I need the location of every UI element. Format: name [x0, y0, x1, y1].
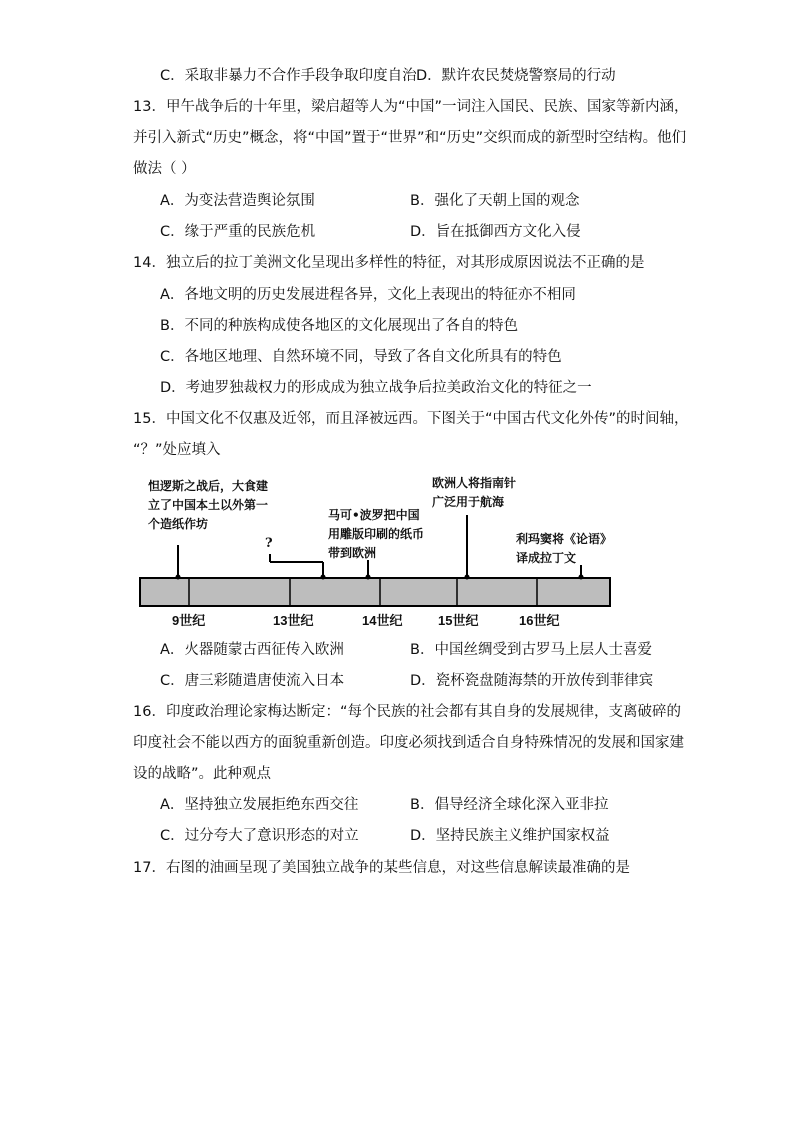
q13-stem-line3: 做法（ ） [133, 161, 196, 177]
event1-line3: 个造纸作坊 [148, 517, 209, 531]
q12-option-d: D．默许农民焚烧警察局的行动 [416, 68, 616, 84]
q16-stem-line2: 印度社会不能以西方的面貌重新创造。印度必须找到适合自身特殊情况的发展和国家建 [133, 735, 684, 751]
event3-line2: 广泛用于航海 [432, 495, 505, 509]
event1-line2: 立了中国本土以外第一 [148, 498, 269, 512]
timeline-svg [0, 470, 794, 630]
q15-option-a: A．火器随蒙古西征传入欧洲 [160, 642, 344, 658]
event3-dot [465, 575, 470, 580]
event2-line3: 带到欧洲 [328, 546, 377, 560]
q14-option-b: B．不同的种族构成使各地区的文化展现出了各自的特色 [160, 318, 518, 334]
q15-option-d: D．瓷杯瓷盘随海禁的开放传到菲律宾 [410, 673, 654, 689]
event4-line1: 利玛窦将《论语》 [516, 532, 613, 546]
q13-stem-line1: 13．甲午战争后的十年里，梁启超等人为“中国”一词注入国民、民族、国家等新内涵， [133, 99, 689, 115]
event4-line2: 译成拉丁文 [516, 551, 577, 565]
event3-line1: 欧洲人将指南针 [432, 476, 517, 490]
q16-stem-line3: 设的战略”。此种观点 [133, 766, 272, 782]
q15-stem-line1: 15．中国文化不仅惠及近邻，而且泽被远西。下图关于“中国古代文化外传”的时间轴， [133, 411, 689, 427]
q16-stem-line1: 16．印度政治理论家梅达断定：“每个民族的社会都有其自身的发展规律，支离破碎的 [133, 704, 681, 720]
q12-option-c: C．采取非暴力不合作手段争取印度自治 [160, 68, 417, 84]
q14-option-a: A．各地文明的历史发展进程各异，文化上表现出的特征亦不相同 [160, 287, 576, 303]
q15-option-b: B．中国丝绸受到古罗马上层人士喜爱 [410, 642, 652, 658]
q15-stem-line2: “？”处应填入 [133, 442, 221, 458]
question-dot [321, 575, 326, 580]
q13-option-a: A．为变法营造舆论氛围 [160, 193, 315, 209]
event1-dot [176, 575, 181, 580]
q14-option-d: D．考迪罗独裁权力的形成成为独立战争后拉美政治文化的特征之一 [160, 380, 592, 396]
label-14th-century: 14世纪 [362, 613, 403, 628]
timeline-question-mark: ? [265, 536, 273, 551]
q13-stem-line2: 并引入新式“历史”概念，将“中国”置于“世界”和“历史”交织而成的新型时空结构。他们 [133, 130, 687, 146]
q13-option-b: B．强化了天朝上国的观念 [410, 193, 580, 209]
event2-line1: 马可•波罗把中国 [328, 508, 420, 522]
label-13th-century: 13世纪 [273, 613, 314, 628]
q13-option-d: D．旨在抵御西方文化入侵 [410, 224, 581, 240]
event1-line1: 怛逻斯之战后，大食建 [148, 479, 269, 493]
q16-option-a: A．坚持独立发展拒绝东西交往 [160, 797, 359, 813]
q15-option-c: C．唐三彩随遣唐使流入日本 [160, 673, 345, 689]
label-16th-century: 16世纪 [519, 613, 560, 628]
q16-option-b: B．倡导经济全球化深入亚非拉 [410, 797, 609, 813]
event2-dot [366, 575, 371, 580]
q13-option-c: C．缘于严重的民族危机 [160, 224, 316, 240]
label-9th-century: 9世纪 [172, 613, 206, 628]
q17-stem: 17．右图的油画呈现了美国独立战争的某些信息，对这些信息解读最准确的是 [133, 860, 630, 876]
q14-option-c: C．各地区地理、自然环境不同，导致了各自文化所具有的特色 [160, 349, 562, 365]
q16-option-c: C．过分夸大了意识形态的对立 [160, 828, 359, 844]
event2-line2: 用雕版印刷的纸币 [328, 527, 425, 541]
event4-dot [579, 575, 584, 580]
label-15th-century: 15世纪 [438, 613, 479, 628]
q14-stem: 14．独立后的拉丁美洲文化呈现出多样性的特征，对其形成原因说法不正确的是 [133, 255, 645, 271]
timeline-bar [140, 578, 610, 606]
q16-option-d: D．坚持民族主义维护国家权益 [410, 828, 610, 844]
